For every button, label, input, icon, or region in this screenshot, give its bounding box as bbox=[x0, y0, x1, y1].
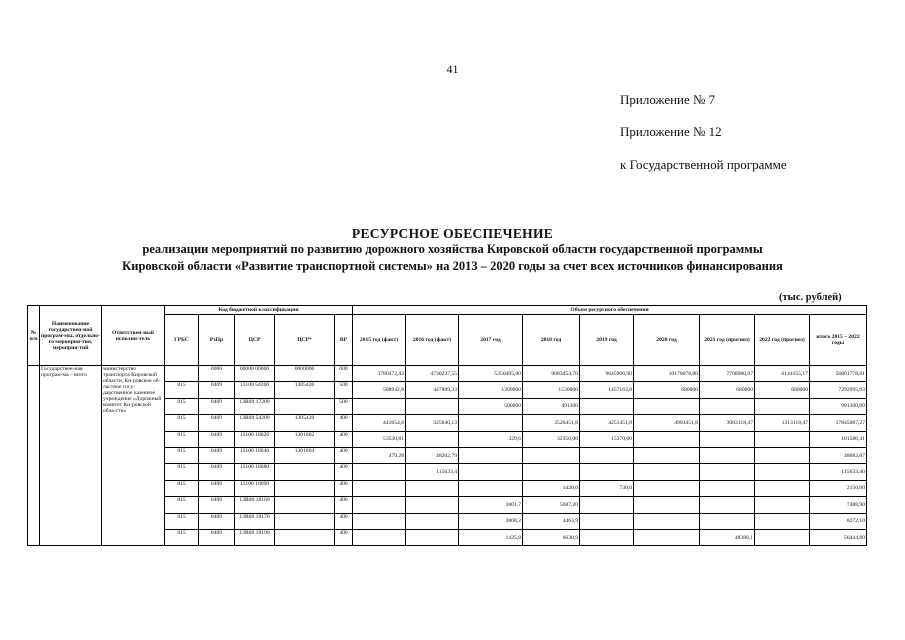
cell-rzpr: 0409 bbox=[199, 480, 235, 496]
cell-2021 bbox=[700, 398, 755, 414]
cell-vr: 400 bbox=[335, 447, 353, 463]
cell-total: 7292995,93 bbox=[810, 382, 867, 398]
cell-2022 bbox=[755, 497, 810, 513]
cell-2018: 1530000 bbox=[523, 382, 580, 398]
cell-2022 bbox=[755, 529, 810, 545]
cell-vr: 400 bbox=[335, 415, 353, 431]
cell-grbs: 815 bbox=[165, 513, 199, 529]
cell-csr-star bbox=[275, 497, 335, 513]
cell-2015 bbox=[353, 398, 406, 414]
resource-table bbox=[27, 305, 867, 546]
cell-2022: 6144155,17 bbox=[755, 366, 810, 382]
header-2019: 2019 год bbox=[580, 315, 634, 366]
cell-2019: 9645906,90 bbox=[580, 366, 634, 382]
header-2017: 2017 год bbox=[459, 315, 523, 366]
cell-2019 bbox=[580, 464, 634, 480]
cell-grbs: 815 bbox=[165, 382, 199, 398]
cell-2020: 4903451,8 bbox=[634, 415, 700, 431]
cell-2018: 1420,0 bbox=[523, 480, 580, 496]
header-rzpr: РзПр bbox=[199, 315, 235, 366]
cell-csr-star: 0000000 bbox=[275, 366, 335, 382]
cell-grbs: 815 bbox=[165, 431, 199, 447]
header-grbs: ГРБС bbox=[165, 315, 199, 366]
cell-csr-star bbox=[275, 398, 335, 414]
header-total: итого 2015 – 2022 годы bbox=[810, 315, 867, 366]
cell-rzpr: 0409 bbox=[199, 529, 235, 545]
cell-2021: 3083118,47 bbox=[700, 415, 755, 431]
cell-2016: 325840,13 bbox=[406, 415, 459, 431]
cell-2018: 5687,20 bbox=[523, 497, 580, 513]
cell-rzpr: 0409 bbox=[199, 447, 235, 463]
cell-2017 bbox=[459, 480, 523, 496]
cell-grbs: 815 bbox=[165, 447, 199, 463]
cell-grbs: 815 bbox=[165, 497, 199, 513]
cell-2022 bbox=[755, 431, 810, 447]
table-header bbox=[28, 306, 867, 366]
appendix-line-2: Приложение № 12 bbox=[620, 124, 722, 139]
cell-2017: 1425,8 bbox=[459, 529, 523, 545]
cell-total: 115633,40 bbox=[810, 464, 867, 480]
cell-total: 56801778,61 bbox=[810, 366, 867, 382]
cell-vr: 400 bbox=[335, 480, 353, 496]
cell-2020 bbox=[634, 529, 700, 545]
cell-2017: 3808,2 bbox=[459, 513, 523, 529]
appendix-line-3: к Государственной программе bbox=[620, 157, 787, 172]
cell-csr-star bbox=[275, 480, 335, 496]
cell-2015 bbox=[353, 497, 406, 513]
cell-2021: 7708980,07 bbox=[700, 366, 755, 382]
cell-2018: 3526451,8 bbox=[523, 415, 580, 431]
cell-2019 bbox=[580, 497, 634, 513]
cell-2018 bbox=[523, 464, 580, 480]
cell-2021 bbox=[700, 480, 755, 496]
cell-executor: министерство транспорта Кировской области, Ки-ровское об-ластное госу-дарственное казенное учреждение «Дорожный комитет Ки-ровской обла-сти» bbox=[102, 366, 165, 546]
page-number: 41 bbox=[446, 62, 459, 76]
cell-2015: 3780472,42 bbox=[353, 366, 406, 382]
cell-vr: 400 bbox=[335, 529, 353, 545]
table-row bbox=[28, 366, 867, 382]
cell-csr: 13100 18040 bbox=[235, 447, 275, 463]
cell-2020 bbox=[634, 447, 700, 463]
cell-program-name: Государствен-ная програм-ма – всего bbox=[40, 366, 102, 546]
cell-csr: 00000 00000 bbox=[235, 366, 275, 382]
cell-2018: 6630,9 bbox=[523, 529, 580, 545]
cell-csr: 13R00 18160 bbox=[235, 497, 275, 513]
cell-2017: 1309000 bbox=[459, 382, 523, 398]
cell-csr: 13R00 18170 bbox=[235, 513, 275, 529]
cell-2021 bbox=[700, 464, 755, 480]
cell-2018: 9083454,70 bbox=[523, 366, 580, 382]
cell-2016: 447889,33 bbox=[406, 382, 459, 398]
cell-csr-star bbox=[275, 529, 335, 545]
cell-2015: 479,28 bbox=[353, 447, 406, 463]
cell-vr: 500 bbox=[335, 398, 353, 414]
cell-2019: 4251451,8 bbox=[580, 415, 634, 431]
header-2016: 2016 год (факт) bbox=[406, 315, 459, 366]
cell-total: 56444,80 bbox=[810, 529, 867, 545]
header-2020: 2020 год bbox=[634, 315, 700, 366]
cell-rzpr: 0409 bbox=[199, 382, 235, 398]
cell-grbs: 815 bbox=[165, 529, 199, 545]
cell-2022 bbox=[755, 480, 810, 496]
cell-2022: 1313118,47 bbox=[755, 415, 810, 431]
cell-2016: 4730237,55 bbox=[406, 366, 459, 382]
cell-csr-star: 1301804 bbox=[275, 447, 335, 463]
cell-csr-star: 1305420 bbox=[275, 415, 335, 431]
cell-2019 bbox=[580, 513, 634, 529]
cell-csr: 13100 18020 bbox=[235, 431, 275, 447]
cell-grbs: 815 bbox=[165, 480, 199, 496]
header-csr: ЦСР bbox=[235, 315, 275, 366]
cell-2017 bbox=[459, 447, 523, 463]
cell-rzpr: 0000 bbox=[199, 366, 235, 382]
cell-rzpr: 0409 bbox=[199, 431, 235, 447]
cell-2019 bbox=[580, 398, 634, 414]
cell-csr-star bbox=[275, 513, 335, 529]
cell-csr-star bbox=[275, 464, 335, 480]
cell-csr-star: 1301802 bbox=[275, 431, 335, 447]
cell-2019 bbox=[580, 447, 634, 463]
cell-vr: 400 bbox=[335, 513, 353, 529]
cell-total: 48682,07 bbox=[810, 447, 867, 463]
cell-total: 2150,00 bbox=[810, 480, 867, 496]
cell-2016: 48202,79 bbox=[406, 447, 459, 463]
cell-2022 bbox=[755, 513, 810, 529]
document-subtitle-line-1: реализации мероприятий по развитию дорожного хозяйства Кировской области государственной программы bbox=[142, 242, 763, 256]
cell-2016 bbox=[406, 529, 459, 545]
cell-2020: 680000 bbox=[634, 382, 700, 398]
document-title: РЕСУРСНОЕ ОБЕСПЕЧЕНИЕ bbox=[351, 226, 554, 241]
cell-2020 bbox=[634, 464, 700, 480]
cell-2016: 115633,4 bbox=[406, 464, 459, 480]
header-resource-volume: Объем ресурсного обеспечения bbox=[353, 306, 867, 315]
cell-2017: 500000 bbox=[459, 398, 523, 414]
header-name: Наименование государствен-ной програм-мы, отдельно-го мероприя-тия, мероприя-тий bbox=[40, 306, 102, 366]
cell-2017: 5350495,00 bbox=[459, 366, 523, 382]
cell-2015: 441654,8 bbox=[353, 415, 406, 431]
header-executor: Ответствен-ный исполни-тель bbox=[102, 306, 165, 366]
cell-rzpr: 0409 bbox=[199, 464, 235, 480]
cell-total: 991300,00 bbox=[810, 398, 867, 414]
cell-rzpr: 0409 bbox=[199, 415, 235, 431]
cell-2021 bbox=[700, 513, 755, 529]
cell-2017 bbox=[459, 464, 523, 480]
table-body bbox=[28, 366, 867, 546]
header-budget-codes: Код бюджетной классификации bbox=[165, 306, 353, 315]
cell-total: 8272,10 bbox=[810, 513, 867, 529]
cell-2016 bbox=[406, 513, 459, 529]
cell-num bbox=[28, 366, 40, 546]
cell-2015 bbox=[353, 480, 406, 496]
header-num: № п/п bbox=[28, 306, 40, 366]
cell-vr: 400 bbox=[335, 464, 353, 480]
cell-total: 7488,90 bbox=[810, 497, 867, 513]
units-label: (тыс. рублей) bbox=[779, 292, 842, 303]
cell-2018: 32350,00 bbox=[523, 431, 580, 447]
cell-2022 bbox=[755, 464, 810, 480]
cell-total: 17845087,27 bbox=[810, 415, 867, 431]
cell-csr: 13100 54200 bbox=[235, 382, 275, 398]
header-vr: ВР bbox=[335, 315, 353, 366]
cell-2016 bbox=[406, 497, 459, 513]
cell-rzpr: 0409 bbox=[199, 497, 235, 513]
cell-2018: 491300 bbox=[523, 398, 580, 414]
cell-vr: 500 bbox=[335, 382, 353, 398]
cell-2021: 48388,1 bbox=[700, 529, 755, 545]
header-csr-star: ЦСР* bbox=[275, 315, 335, 366]
cell-2020 bbox=[634, 431, 700, 447]
cell-2018 bbox=[523, 447, 580, 463]
cell-2022 bbox=[755, 398, 810, 414]
cell-vr: 000 bbox=[335, 366, 353, 382]
cell-2021 bbox=[700, 447, 755, 463]
header-2021: 2021 год (прогноз) bbox=[700, 315, 755, 366]
cell-2021: 680000 bbox=[700, 382, 755, 398]
cell-2021 bbox=[700, 431, 755, 447]
cell-2019: 15370,00 bbox=[580, 431, 634, 447]
cell-grbs: 815 bbox=[165, 464, 199, 480]
cell-2015 bbox=[353, 529, 406, 545]
document-subtitle-line-2: Кировской области «Развитие транспортной системы» на 2013 – 2020 годы за счет всех источников финансирования bbox=[122, 259, 783, 273]
header-2018: 2018 год bbox=[523, 315, 580, 366]
cell-grbs: 815 bbox=[165, 398, 199, 414]
cell-2016 bbox=[406, 431, 459, 447]
cell-csr: 13100 18080 bbox=[235, 464, 275, 480]
cell-grbs bbox=[165, 366, 199, 382]
cell-rzpr: 0409 bbox=[199, 513, 235, 529]
cell-csr: 13R00 18190 bbox=[235, 529, 275, 545]
cell-2016 bbox=[406, 480, 459, 496]
cell-2019: 1457163,8 bbox=[580, 382, 634, 398]
header-2015: 2015 год (факт) bbox=[353, 315, 406, 366]
cell-csr: 13100 18090 bbox=[235, 480, 275, 496]
cell-2019 bbox=[580, 529, 634, 545]
cell-grbs: 815 bbox=[165, 415, 199, 431]
cell-2020 bbox=[634, 398, 700, 414]
cell-2022 bbox=[755, 447, 810, 463]
cell-2021 bbox=[700, 497, 755, 513]
appendix-line-1: Приложение № 7 bbox=[620, 92, 716, 107]
cell-2015 bbox=[353, 464, 406, 480]
cell-total: 101580,41 bbox=[810, 431, 867, 447]
cell-2020 bbox=[634, 480, 700, 496]
cell-vr: 400 bbox=[335, 431, 353, 447]
cell-csr: 13R00 17200 bbox=[235, 398, 275, 414]
cell-2015: 53530,81 bbox=[353, 431, 406, 447]
cell-2019: 730,0 bbox=[580, 480, 634, 496]
cell-2017: 1801,7 bbox=[459, 497, 523, 513]
cell-2018: 4463,9 bbox=[523, 513, 580, 529]
cell-2016 bbox=[406, 398, 459, 414]
cell-2020 bbox=[634, 513, 700, 529]
cell-2017 bbox=[459, 415, 523, 431]
cell-2022: 680000 bbox=[755, 382, 810, 398]
cell-rzpr: 0409 bbox=[199, 398, 235, 414]
cell-csr-star: 1305420 bbox=[275, 382, 335, 398]
cell-2017: 329,6 bbox=[459, 431, 523, 447]
cell-2020 bbox=[634, 497, 700, 513]
cell-csr: 13R00 54200 bbox=[235, 415, 275, 431]
cell-2015: 508942,8 bbox=[353, 382, 406, 398]
cell-2015 bbox=[353, 513, 406, 529]
header-2022: 2022 год (прогноз) bbox=[755, 315, 810, 366]
cell-vr: 400 bbox=[335, 497, 353, 513]
cell-2020: 10178078,80 bbox=[634, 366, 700, 382]
